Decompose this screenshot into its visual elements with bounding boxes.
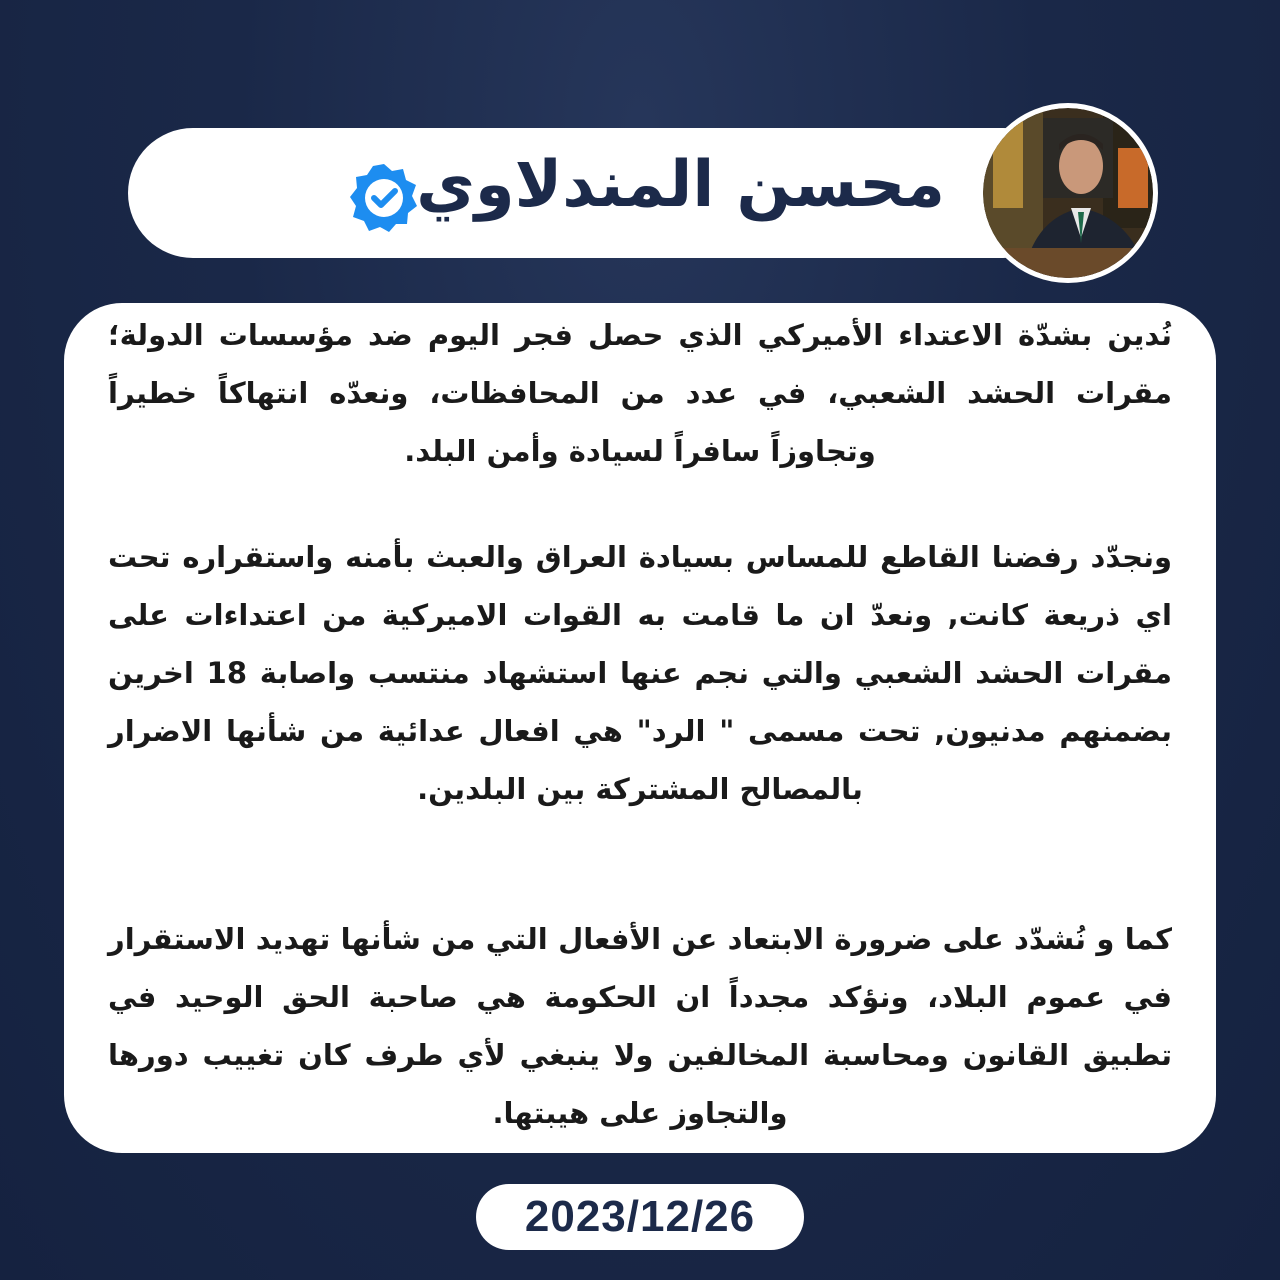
profile-avatar xyxy=(978,103,1158,283)
date-label: 2023/12/26 xyxy=(524,1192,756,1241)
verified-badge-icon xyxy=(348,162,420,234)
statement-paragraph-3: كما و نُشدّد على ضرورة الابتعاد عن الأفعال التي من شأنها تهديد الاستقرار في عموم البلاد، ونؤكد مجدداً ان الحكومة هي صاحبة الحق الوحيد في تطبيق القانون ومحاسبة المخالفين ولا ينبغي لأي طرف كان تغييب دورها والتجاوز على هيبتها. xyxy=(108,922,1172,1130)
date-pill xyxy=(476,1184,804,1250)
profile-name: محسن المندلاوي xyxy=(416,148,945,222)
statement-paragraph-1: نُدين بشدّة الاعتداء الأميركي الذي حصل فجر اليوم ضد مؤسسات الدولة؛ مقرات الحشد الشعبي، في عدد من المحافظات، ونعدّه انتهاكاً خطيراً وتجاوزاً سافراً لسيادة وأمن البلد. xyxy=(108,318,1172,468)
statement-paragraph-2: ونجدّد رفضنا القاطع للمساس بسيادة العراق والعبث بأمنه واستقراره تحت اي ذريعة كانت, ونعدّ ان ما قامت به القوات الاميركية من اعتداءات على مقرات الحشد الشعبي والتي نجم عنها استشهاد منتسب واصابة 18 اخرين بضمنهم مدنيون, تحت مسمى " الرد" هي افعال عدائية من شأنها الاضرار بالمصالح المشتركة بين البلدين. xyxy=(108,540,1173,806)
profile-photo xyxy=(983,108,1153,278)
